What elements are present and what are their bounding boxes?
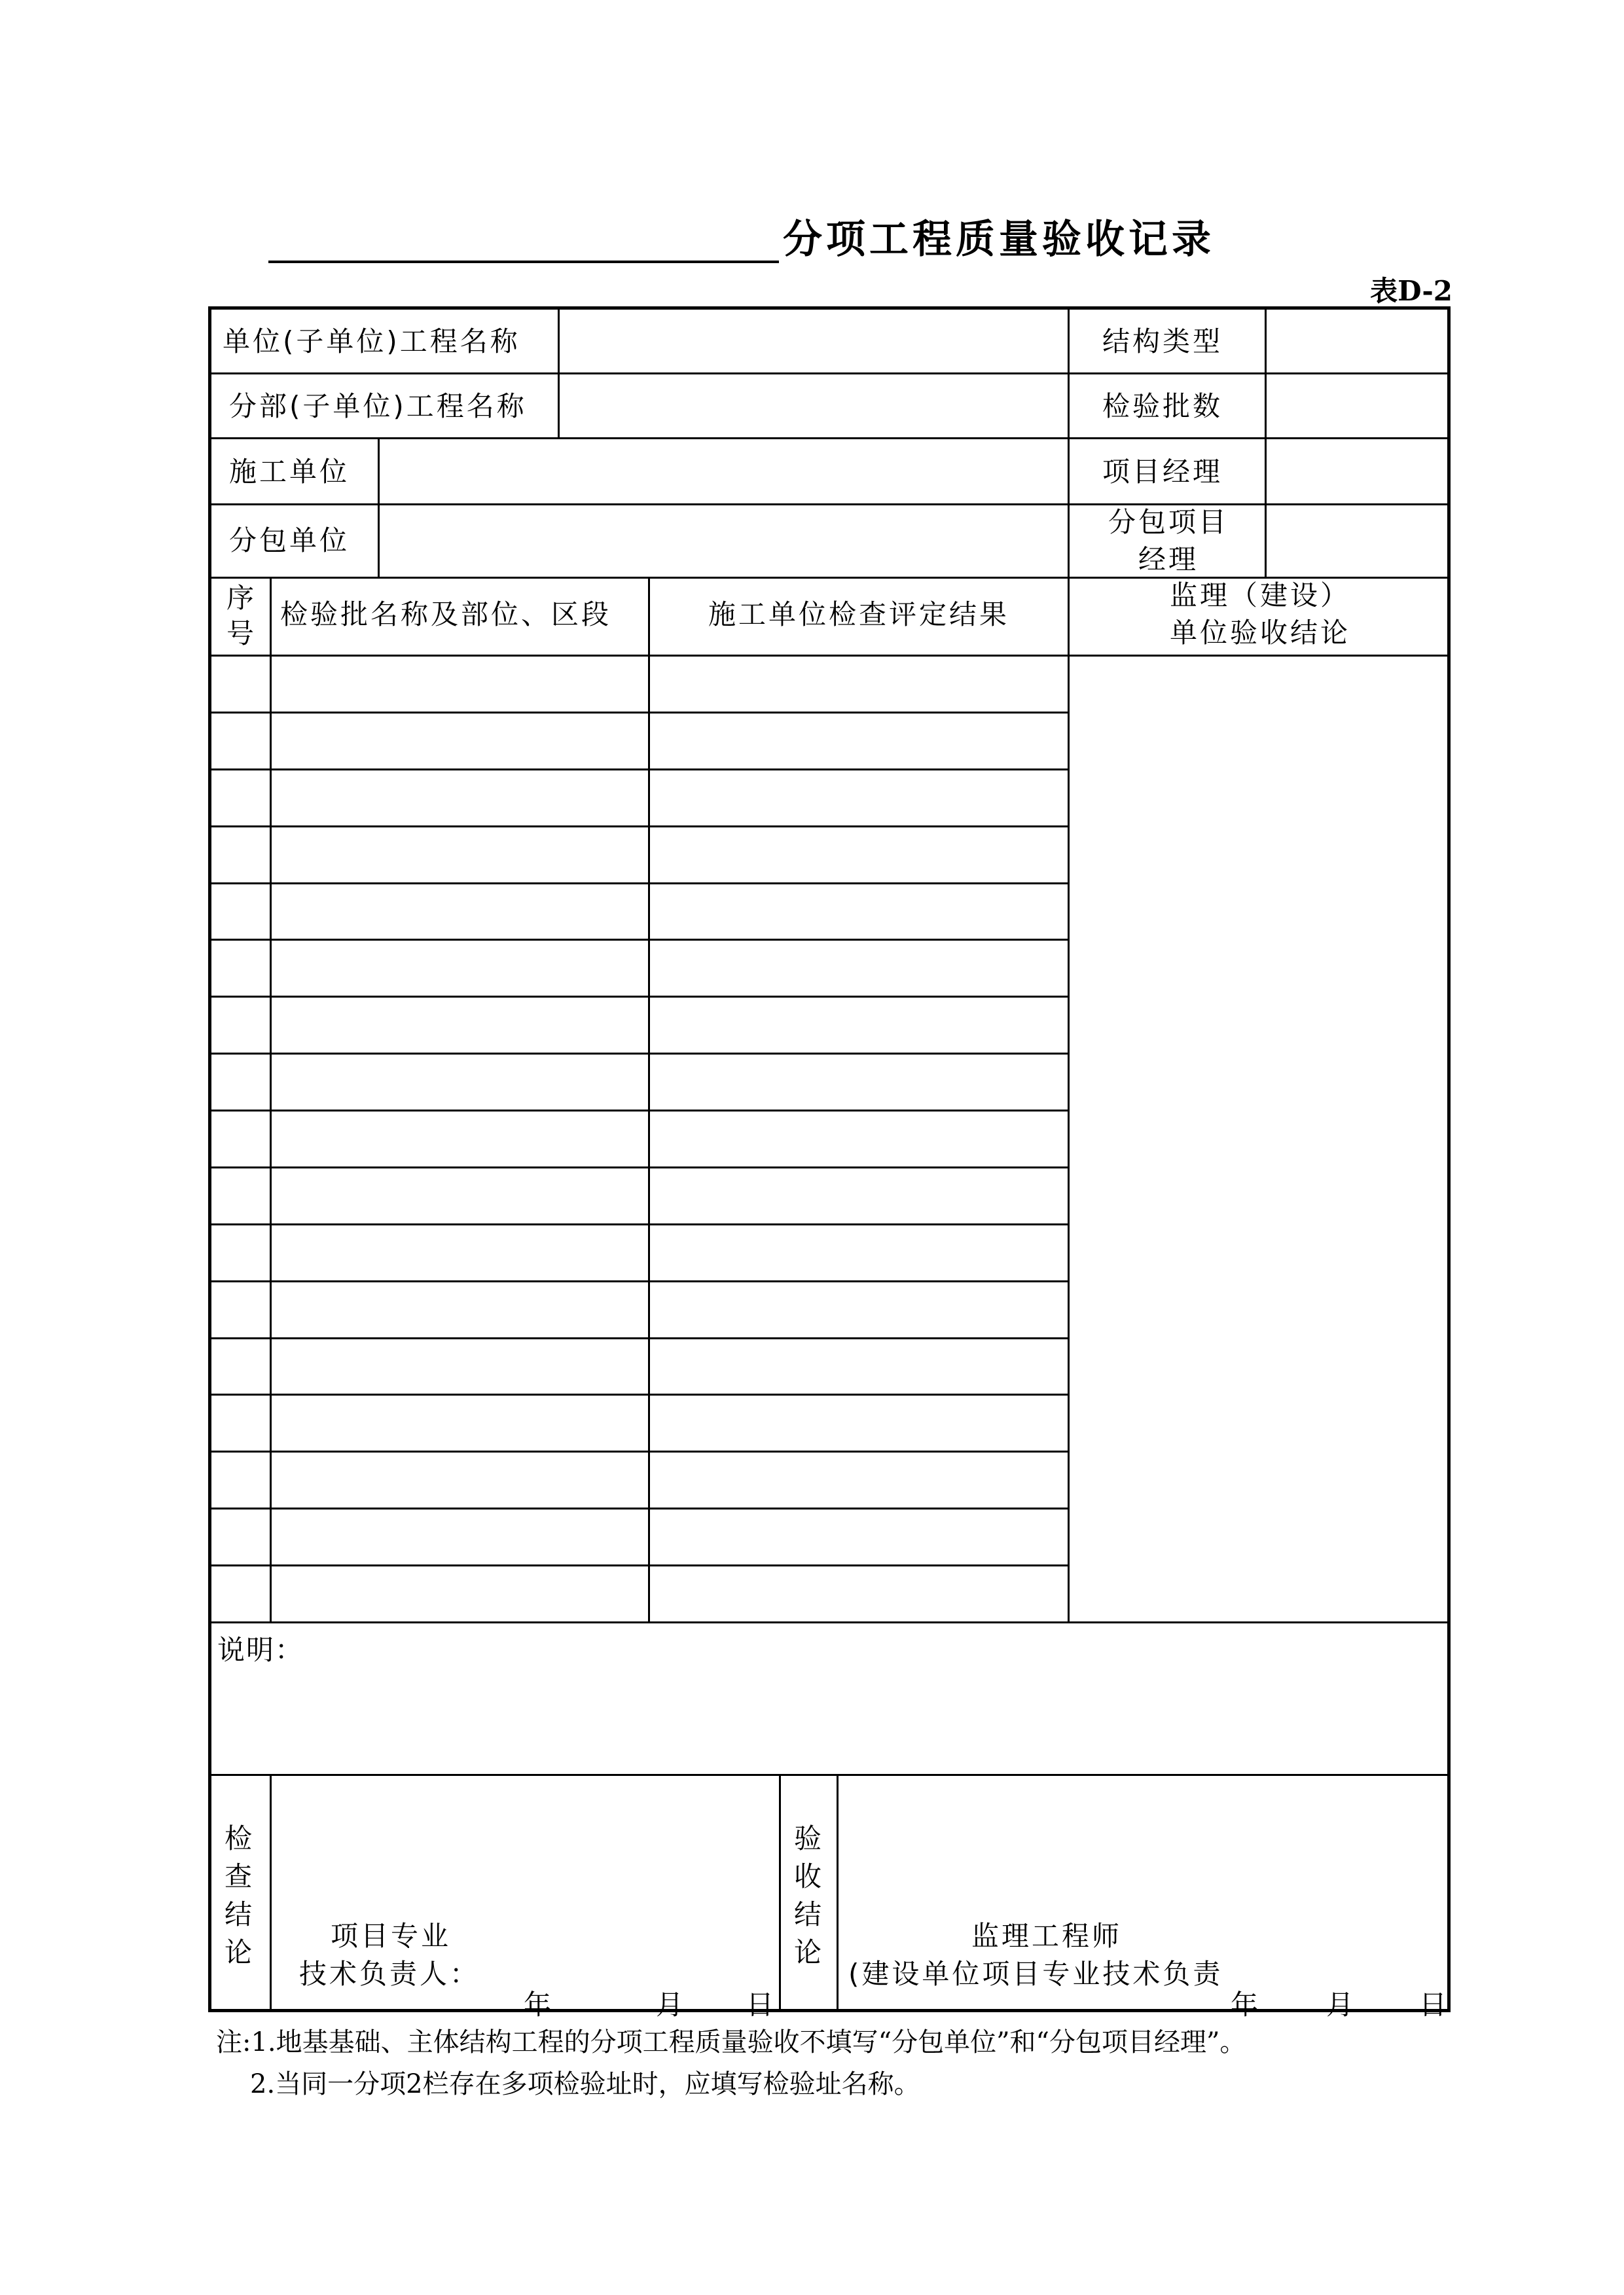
table-cell-seq[interactable] bbox=[211, 827, 268, 882]
left-signer-title-1: 项目专业 bbox=[331, 1920, 452, 1952]
table-cell-seq[interactable] bbox=[211, 941, 268, 995]
table-cell-seq[interactable] bbox=[211, 1225, 268, 1280]
table-cell-batch[interactable] bbox=[273, 884, 647, 939]
col-divider bbox=[779, 1774, 781, 2012]
table-cell-batch[interactable] bbox=[273, 1055, 647, 1109]
left-signer-title-2: 技术负责人： bbox=[299, 1958, 480, 1990]
table-cell-check[interactable] bbox=[651, 941, 1066, 995]
input-subcontractor[interactable] bbox=[381, 505, 1066, 575]
input-inspection-batches[interactable] bbox=[1268, 374, 1447, 436]
table-cell-seq[interactable] bbox=[211, 998, 268, 1052]
label-construction-unit: 施工单位 bbox=[229, 456, 350, 488]
label-sub-project-manager-1: 分包项目 bbox=[1108, 506, 1229, 538]
table-cell-seq[interactable] bbox=[211, 1509, 268, 1564]
table-cell-batch[interactable] bbox=[273, 941, 647, 995]
right-signer-title-2: (建设单位项目专业技术负责 bbox=[848, 1958, 1223, 1990]
input-unit-project-name[interactable] bbox=[561, 310, 1066, 371]
table-cell-check[interactable] bbox=[651, 770, 1066, 825]
table-cell-batch[interactable] bbox=[273, 1453, 647, 1507]
table-cell-seq[interactable] bbox=[211, 1566, 268, 1621]
table-cell-check[interactable] bbox=[651, 714, 1066, 768]
table-cell-batch[interactable] bbox=[273, 657, 647, 711]
header-check-result: 施工单位检查评定结果 bbox=[708, 598, 1009, 630]
right-signer-title-1: 监理工程师 bbox=[971, 1920, 1123, 1952]
input-division-project-name[interactable] bbox=[561, 374, 1066, 436]
table-cell-seq[interactable] bbox=[211, 1168, 268, 1223]
table-cell-batch[interactable] bbox=[273, 1566, 647, 1621]
accept-conclusion-label: 验 收 结 论 bbox=[793, 1822, 821, 1968]
col-divider bbox=[1068, 306, 1070, 1621]
input-project-manager[interactable] bbox=[1268, 439, 1447, 502]
label-structure-type: 结构类型 bbox=[1102, 325, 1223, 357]
col-divider bbox=[270, 577, 272, 1621]
left-date-year: 年 bbox=[524, 1989, 552, 2021]
table-cell-check[interactable] bbox=[651, 657, 1066, 711]
table-cell-seq[interactable] bbox=[211, 1055, 268, 1109]
col-divider bbox=[1265, 306, 1267, 577]
col-divider bbox=[270, 1774, 272, 2012]
row-divider bbox=[208, 1774, 1451, 1776]
table-cell-check[interactable] bbox=[651, 998, 1066, 1052]
right-date-day: 日 bbox=[1419, 1989, 1447, 2021]
table-cell-seq[interactable] bbox=[211, 1111, 268, 1166]
input-sub-project-manager[interactable] bbox=[1268, 505, 1447, 575]
table-cell-batch[interactable] bbox=[273, 1225, 647, 1280]
table-cell-batch[interactable] bbox=[273, 998, 647, 1052]
footnote-2: 2.当同一分项2栏存在多项检验址时，应填写检验址名称。 bbox=[250, 2069, 920, 2099]
table-cell-check[interactable] bbox=[651, 1509, 1066, 1564]
label-unit-project-name: 单位(子单位)工程名称 bbox=[223, 325, 520, 357]
left-date-day: 日 bbox=[746, 1989, 774, 2021]
table-cell-batch[interactable] bbox=[273, 1111, 647, 1166]
table-cell-seq[interactable] bbox=[211, 657, 268, 711]
table-cell-check[interactable] bbox=[651, 1396, 1066, 1450]
header-seq-2: 号 bbox=[226, 617, 254, 649]
form-number: 表D-2 bbox=[1370, 275, 1453, 307]
accept-conclusion-field[interactable] bbox=[840, 1777, 1447, 1908]
row-divider bbox=[208, 1621, 1451, 1623]
label-subcontractor: 分包单位 bbox=[229, 524, 350, 556]
table-cell-batch[interactable] bbox=[273, 827, 647, 882]
col-divider bbox=[648, 577, 650, 1621]
input-construction-unit[interactable] bbox=[381, 439, 1066, 502]
acceptance-conclusion-cell[interactable] bbox=[1071, 658, 1447, 1620]
table-cell-seq[interactable] bbox=[211, 1339, 268, 1394]
header-acceptance-1: 监理（建设） bbox=[1169, 579, 1350, 611]
table-cell-batch[interactable] bbox=[273, 1339, 647, 1394]
table-cell-check[interactable] bbox=[651, 1168, 1066, 1223]
label-division-project-name: 分部(子单位)工程名称 bbox=[229, 390, 527, 422]
explanation-label: 说明： bbox=[217, 1634, 304, 1666]
right-date-month: 月 bbox=[1326, 1989, 1354, 2021]
table-cell-check[interactable] bbox=[651, 827, 1066, 882]
table-cell-seq[interactable] bbox=[211, 1396, 268, 1450]
table-cell-batch[interactable] bbox=[273, 1168, 647, 1223]
table-cell-check[interactable] bbox=[651, 1225, 1066, 1280]
label-inspection-batches: 检验批数 bbox=[1102, 390, 1223, 422]
table-cell-check[interactable] bbox=[651, 1453, 1066, 1507]
left-date-month: 月 bbox=[656, 1989, 684, 2021]
header-batch-name: 检验批名称及部位、区段 bbox=[280, 598, 612, 630]
table-cell-batch[interactable] bbox=[273, 770, 647, 825]
table-cell-check[interactable] bbox=[651, 1566, 1066, 1621]
col-divider bbox=[837, 1774, 839, 2012]
table-cell-seq[interactable] bbox=[211, 1282, 268, 1337]
table-cell-check[interactable] bbox=[651, 884, 1066, 939]
table-cell-seq[interactable] bbox=[211, 770, 268, 825]
table-cell-check[interactable] bbox=[651, 1055, 1066, 1109]
col-divider bbox=[558, 306, 560, 437]
table-cell-batch[interactable] bbox=[273, 1396, 647, 1450]
explanation-field[interactable] bbox=[211, 1676, 1449, 1773]
header-seq-1: 序 bbox=[226, 582, 254, 614]
input-structure-type[interactable] bbox=[1268, 310, 1447, 371]
table-cell-batch[interactable] bbox=[273, 1509, 647, 1564]
form-title: 分项工程质量验收记录 bbox=[783, 217, 1215, 262]
project-name-blank-line[interactable] bbox=[268, 261, 779, 263]
label-sub-project-manager-2: 经理 bbox=[1138, 543, 1199, 575]
table-cell-seq[interactable] bbox=[211, 1453, 268, 1507]
header-acceptance-2: 单位验收结论 bbox=[1169, 617, 1350, 649]
table-cell-batch[interactable] bbox=[273, 714, 647, 768]
check-conclusion-label: 检 查 结 论 bbox=[224, 1822, 252, 1968]
table-cell-check[interactable] bbox=[651, 1339, 1066, 1394]
label-project-manager: 项目经理 bbox=[1102, 456, 1223, 488]
col-divider bbox=[378, 437, 380, 577]
table-cell-check[interactable] bbox=[651, 1282, 1066, 1337]
table-cell-seq[interactable] bbox=[211, 884, 268, 939]
table-cell-batch[interactable] bbox=[273, 1282, 647, 1337]
check-conclusion-field[interactable] bbox=[273, 1777, 778, 1908]
table-cell-check[interactable] bbox=[651, 1111, 1066, 1166]
footnote-1: 注:1.地基基础、主体结构工程的分项工程质量验收不填写“分包单位”和“分包项目经理”。 bbox=[216, 2027, 1246, 2057]
right-date-year: 年 bbox=[1231, 1989, 1259, 2021]
table-cell-seq[interactable] bbox=[211, 714, 268, 768]
